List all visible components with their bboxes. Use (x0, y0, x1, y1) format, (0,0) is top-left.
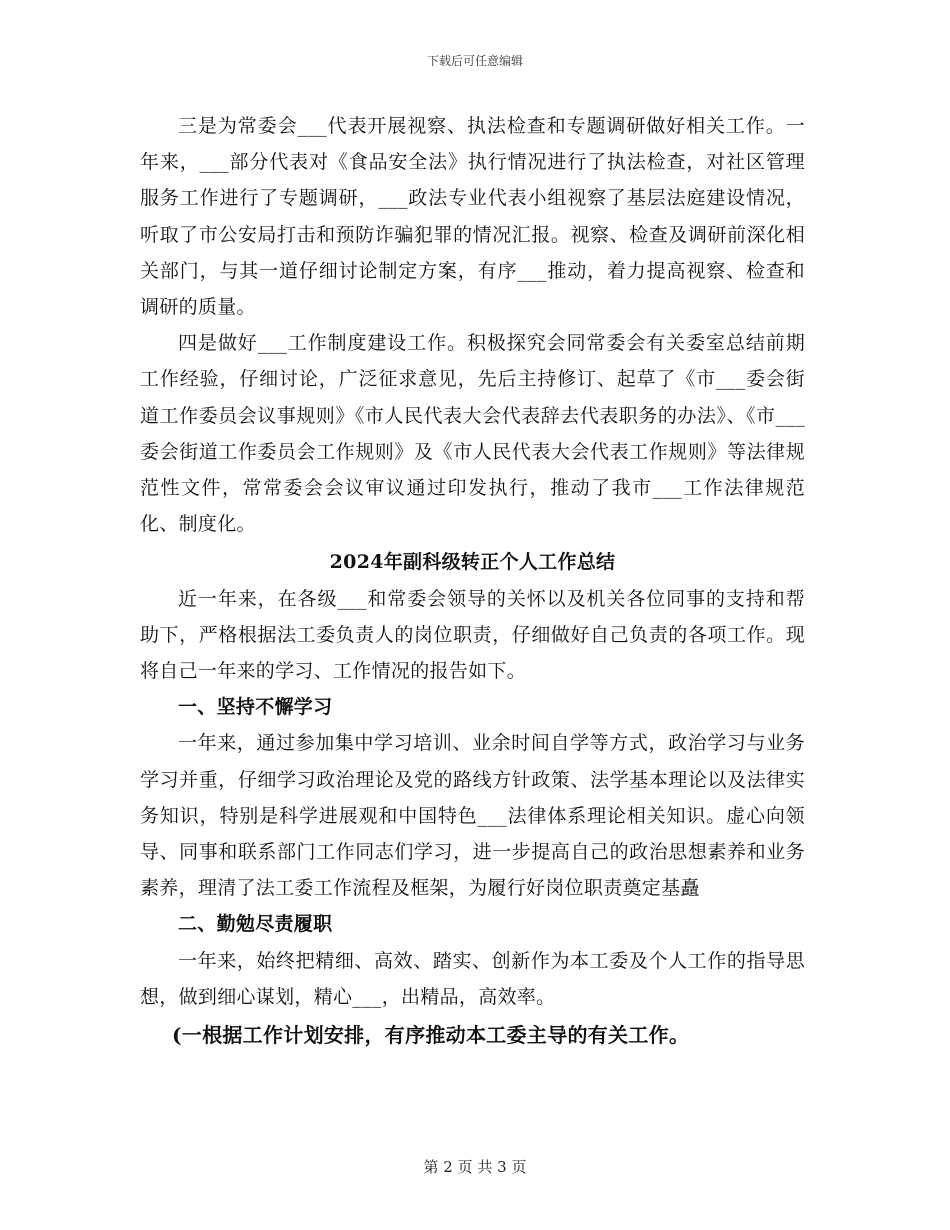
paragraph-system-building: 四是做好___工作制度建设工作。积极探究会同常委会有关委室总结前期工作经验，仔细讨论，广泛征求意见，先后主持修订、起草了《市___委会街道工作委员会议事规则》《市人民代表大会代表辞去代表职务的办法》、《市___委会街道工作委员会工作规则》及《市人民代表大会代表工作规则》等法律规范性文件，常常委会会议审议通过印发执行，推动了我市___工作法律规范化、制度化。 (140, 332, 805, 536)
document-body (140, 108, 805, 1055)
paragraph-study: 一年来，通过参加集中学习培训、业余时间自学等方式，政治学习与业务学习并重，仔细学习政治理论及党的路线方针政策、法学基本理论以及法律实务知识，特别是科学进展观和中国特色___法律体系理论相关知识。虚心向领导、同事和联系部门工作同志们学习，进一步提高自己的政治思想素养和业务素养，理清了法工委工作流程及框架，为履行好岗位职责奠定基矗 (140, 732, 805, 900)
page-number: 第 2 页 共 3 页 (423, 1158, 527, 1176)
subsection-heading-plan: (一根据工作计划安排，有序推动本工委主导的有关工作。 (172, 1023, 690, 1048)
paragraph-duty: 一年来，始终把精细、高效、踏实、创新作为本工委及个人工作的指导思想，做到细心谋划，精心___，出精品，高效率。 (140, 949, 805, 1008)
section-heading-duty: 二、勤勉尽责履职 (178, 913, 333, 936)
page-header: 下载后可任意编辑 (426, 54, 523, 68)
document-title: 2024年副科级转正个人工作总结 (329, 551, 616, 574)
section-heading-study: 一、坚持不懈学习 (178, 696, 333, 719)
paragraph-inspection-work: 三是为常委会___代表开展视察、执法检查和专题调研做好相关工作。一年来，___部分代表对《食品安全法》执行情况进行了执法检查，对社区管理服务工作进行了专题调研，___政法专业代表小组视察了基层法庭建设情况，听取了市公安局打击和预防诈骗犯罪的情况汇报。视察、检查及调研前深化相关部门，与其一道仔细讨论制定方案，有序___推动，着力提高视察、检查和调研的质量。 (140, 115, 805, 319)
paragraph-introduction: 近一年来，在各级___和常委会领导的关怀以及机关各位同事的支持和帮助下，严格根据法工委负责人的岗位职责，仔细做好自己负责的各项工作。现将自己一年来的学习、工作情况的报告如下。 (140, 587, 805, 683)
